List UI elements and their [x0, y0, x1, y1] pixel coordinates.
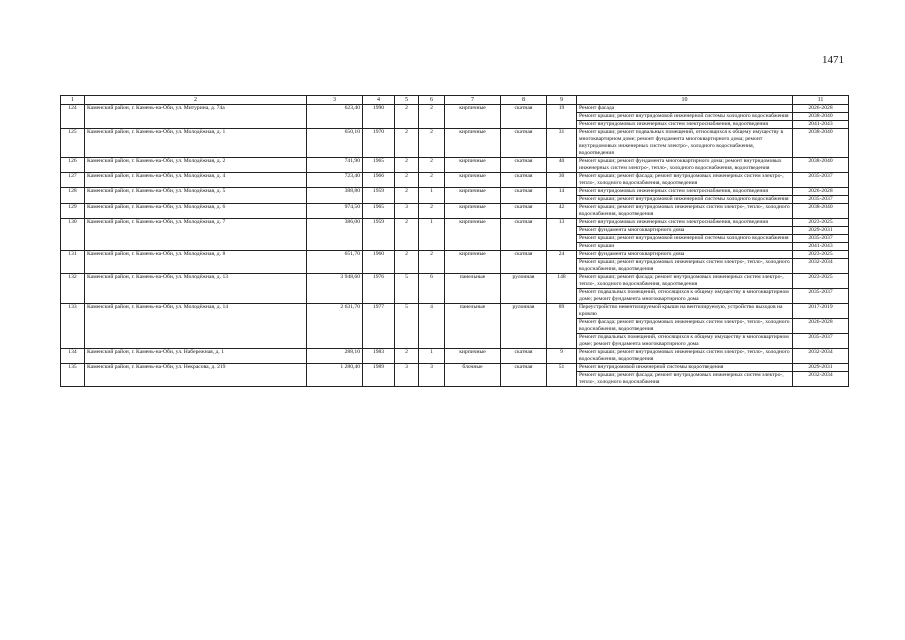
address-cell: Каменский район, г. Камень-на-Оби, ул. Молодёжная, д. 14 — [85, 304, 307, 349]
work-type-cell: Ремонт крыши; ремонт внутридомовых инженерных систем электро-, тепло-, холодного водоснабжения, водоотведения — [577, 204, 793, 219]
table-row — [61, 219, 849, 227]
residents-cell: 24 — [547, 251, 577, 274]
area-cell: 388,80 — [307, 188, 363, 204]
work-type-cell: Ремонт крыши; ремонт фасада; ремонт внутридомовых инженерных систем электро-, тепло-, холодного водоснабжения, водоотведения — [577, 274, 793, 289]
table-row — [61, 204, 849, 219]
roof-type-cell: скатная — [501, 105, 547, 129]
table-row — [61, 173, 849, 188]
residents-cell: 14 — [547, 188, 577, 204]
floors-cell: 3 — [395, 204, 419, 219]
wall-material-cell: кирпичные — [445, 204, 501, 219]
floors-cell: 2 — [395, 219, 419, 251]
work-type-cell: Ремонт крыши; ремонт фундамента многоквартирного дома; ремонт внутридомовых инженерных систем электро-, тепло-, холодного водоснабжения, водоотведения — [577, 158, 793, 173]
wall-material-cell: кирпичные — [445, 251, 501, 274]
floors-cell: 2 — [395, 158, 419, 173]
wall-material-cell: кирпичные — [445, 219, 501, 251]
residents-cell: 9 — [547, 349, 577, 364]
planned-period-cell: 2038-2040 — [793, 113, 849, 121]
year-cell: 1959 — [363, 219, 395, 251]
roof-type-cell: скатная — [501, 158, 547, 173]
address-cell: Каменский район, г. Камень-на-Оби, ул. Молодёжная, д. 13 — [85, 274, 307, 304]
address-cell: Каменский район, г. Камень-на-Оби, ул. Молодёжная, д. 1 — [85, 129, 307, 158]
planned-period-cell: 2032-2034 — [793, 372, 849, 387]
area-cell: 288,10 — [307, 349, 363, 364]
column-number: 4 — [363, 96, 395, 105]
roof-type-cell: скатная — [501, 129, 547, 158]
address-cell: Каменский район, г. Камень-на-Оби, ул. Набережная, д. 1 — [85, 349, 307, 364]
entrances-cell: 1 — [419, 219, 445, 251]
floors-cell: 2 — [395, 173, 419, 188]
row-number-cell: 134 — [61, 349, 85, 364]
area-cell: 723,40 — [307, 173, 363, 188]
wall-material-cell: кирпичные — [445, 349, 501, 364]
entrances-cell: 2 — [419, 129, 445, 158]
column-number: 11 — [793, 96, 849, 105]
floors-cell: 5 — [395, 274, 419, 304]
planned-period-cell: 2035-2037 — [793, 289, 849, 304]
entrances-cell: 2 — [419, 105, 445, 129]
wall-material-cell: кирпичные — [445, 129, 501, 158]
entrances-cell: 1 — [419, 349, 445, 364]
planned-period-cell: 2032-2034 — [793, 349, 849, 364]
year-cell: 1965 — [363, 204, 395, 219]
floors-cell: 2 — [395, 349, 419, 364]
column-number: 9 — [547, 96, 577, 105]
roof-type-cell: скатная — [501, 173, 547, 188]
row-number-cell: 130 — [61, 219, 85, 251]
work-type-cell: Переустройство невентилируемой крыши на вентилируемую, устройство выходов на кровлю — [577, 304, 793, 319]
year-cell: 1990 — [363, 105, 395, 129]
address-cell: Каменский район, г. Камень-на-Оби, ул. Молодёжная, д. 5 — [85, 188, 307, 204]
roof-type-cell: скатная — [501, 364, 547, 387]
planned-period-cell: 2041-2043 — [793, 243, 849, 251]
work-type-cell: Ремонт крыши; ремонт фасада; ремонт внутридомовых инженерных систем электро-, тепло-, холодного водоснабжения, водоотведения — [577, 173, 793, 188]
table-row — [61, 349, 849, 364]
planned-period-cell: 2017-2019 — [793, 304, 849, 319]
wall-material-cell: кирпичные — [445, 173, 501, 188]
work-type-cell: Ремонт крыши; ремонт внутридомовой инженерной системы холодного водоснабжения — [577, 113, 793, 121]
planned-period-cell: 2035-2037 — [793, 334, 849, 349]
table-row — [61, 158, 849, 173]
planned-period-cell: 2035-2037 — [793, 196, 849, 204]
residents-cell: 40 — [547, 158, 577, 173]
entrances-cell: 6 — [419, 274, 445, 304]
roof-type-cell: рулонная — [501, 304, 547, 349]
residents-cell: 42 — [547, 204, 577, 219]
area-cell: 386,00 — [307, 219, 363, 251]
table-row — [61, 105, 849, 113]
work-type-cell: Ремонт фасада; ремонт внутридомовых инженерных систем электро-, тепло-, холодного водоснабжения, водоотведения — [577, 319, 793, 334]
wall-material-cell: кирпичные — [445, 105, 501, 129]
roof-type-cell: скатная — [501, 219, 547, 251]
area-cell: 2 631,70 — [307, 304, 363, 349]
table-row — [61, 304, 849, 319]
planned-period-cell: 2038-2040 — [793, 158, 849, 173]
row-number-cell: 132 — [61, 274, 85, 304]
planned-period-cell: 2029-2031 — [793, 227, 849, 235]
residents-cell: 19 — [547, 105, 577, 129]
year-cell: 1977 — [363, 304, 395, 349]
year-cell: 1959 — [363, 188, 395, 204]
planned-period-cell: 2035-2037 — [793, 235, 849, 243]
residents-cell: 30 — [547, 173, 577, 188]
floors-cell: 2 — [395, 105, 419, 129]
area-cell: 651,70 — [307, 251, 363, 274]
row-number-cell: 126 — [61, 158, 85, 173]
area-cell: 974,50 — [307, 204, 363, 219]
floors-cell: 3 — [395, 364, 419, 387]
row-number-cell: 125 — [61, 129, 85, 158]
work-type-cell: Ремонт крыши; ремонт фасада; ремонт внутридомовых инженерных систем электро-, тепло-, холодного водоснабжения — [577, 372, 793, 387]
table-row — [61, 188, 849, 196]
floors-cell: 2 — [395, 129, 419, 158]
row-number-cell: 133 — [61, 304, 85, 349]
year-cell: 1965 — [363, 158, 395, 173]
planned-period-cell: 2032-2034 — [793, 259, 849, 274]
address-cell: Каменский район, г. Камень-на-Оби, ул. Молодёжная, д. 6 — [85, 204, 307, 219]
row-number-cell: 127 — [61, 173, 85, 188]
entrances-cell: 2 — [419, 173, 445, 188]
wall-material-cell: блочные — [445, 364, 501, 387]
year-cell: 1966 — [363, 173, 395, 188]
year-cell: 1970 — [363, 129, 395, 158]
planned-period-cell: 2023-2025 — [793, 251, 849, 259]
wall-material-cell: кирпичные — [445, 158, 501, 173]
planned-period-cell: 2023-2025 — [793, 274, 849, 289]
floors-cell: 2 — [395, 188, 419, 204]
year-cell: 1989 — [363, 364, 395, 387]
table-row — [61, 364, 849, 372]
column-number: 2 — [85, 96, 307, 105]
planned-period-cell: 2038-2040 — [793, 204, 849, 219]
column-number: 8 — [501, 96, 547, 105]
roof-type-cell: рулонная — [501, 274, 547, 304]
work-type-cell: Ремонт крыши; ремонт внутридомовых инженерных систем электро-, тепло-, холодного водоснабжения, водоотведения — [577, 259, 793, 274]
work-type-cell: Ремонт крыши; ремонт внутридомовой инженерной системы холодного водоснабжения — [577, 235, 793, 243]
area-cell: 741,90 — [307, 158, 363, 173]
planned-period-cell: 2026-2028 — [793, 188, 849, 196]
wall-material-cell: панельные — [445, 304, 501, 349]
area-cell: 650,10 — [307, 129, 363, 158]
capital-repair-table — [60, 95, 849, 387]
residents-cell: 31 — [547, 129, 577, 158]
entrances-cell: 2 — [419, 251, 445, 274]
work-type-cell: Ремонт крыши; ремонт подвальных помещений, относящихся к общему имуществу в многоквартирном доме; ремонт фундамента многоквартирного дома; ремонт внутридомовых инженерных систем электро-, холодного водоснабжения, водоотведения — [577, 129, 793, 158]
entrances-cell: 4 — [419, 304, 445, 349]
area-cell: 3 948,60 — [307, 274, 363, 304]
entrances-cell: 2 — [419, 204, 445, 219]
work-type-cell: Ремонт фасада — [577, 105, 793, 113]
roof-type-cell: скатная — [501, 204, 547, 219]
work-type-cell: Ремонт крыши — [577, 243, 793, 251]
work-type-cell: Ремонт фундамента многоквартирного дома — [577, 227, 793, 235]
table-row — [61, 129, 849, 158]
wall-material-cell: панельные — [445, 274, 501, 304]
residents-cell: 13 — [547, 219, 577, 251]
column-number: 6 — [419, 96, 445, 105]
planned-period-cell: 2029-2031 — [793, 364, 849, 372]
planned-period-cell: 2038-2040 — [793, 129, 849, 158]
row-number-cell: 129 — [61, 204, 85, 219]
table-body — [61, 96, 849, 387]
address-cell: Каменский район, г. Камень-на-Оби, ул. Молодёжная, д. 8 — [85, 251, 307, 274]
planned-period-cell: 2041-2043 — [793, 121, 849, 129]
work-type-cell: Ремонт внутридомовых инженерных систем электроснабжения, водоотведения — [577, 121, 793, 129]
year-cell: 1960 — [363, 251, 395, 274]
year-cell: 1983 — [363, 349, 395, 364]
address-cell: Каменский район, г. Камень-на-Оби, ул. Молодёжная, д. 7 — [85, 219, 307, 251]
table-row — [61, 251, 849, 259]
area-cell: 623,40 — [307, 105, 363, 129]
row-number-cell: 124 — [61, 105, 85, 129]
address-cell: Каменский район, г. Камень-на-Оби, ул. Митурина, д. 74а — [85, 105, 307, 129]
entrances-cell: 3 — [419, 364, 445, 387]
address-cell: Каменский район, г. Камень-на-Оби, ул. Некрасова, д. 219 — [85, 364, 307, 387]
planned-period-cell: 2026-2028 — [793, 319, 849, 334]
planned-period-cell: 2035-2037 — [793, 173, 849, 188]
column-number-row — [61, 96, 849, 105]
entrances-cell: 2 — [419, 158, 445, 173]
residents-cell: 51 — [547, 364, 577, 387]
column-number: 10 — [577, 96, 793, 105]
work-type-cell: Ремонт крыши; ремонт внутридомовых инженерных систем электро-, тепло-, холодного водоснабжения, водоотведения — [577, 349, 793, 364]
roof-type-cell: скатная — [501, 349, 547, 364]
work-type-cell: Ремонт внутридомовых инженерных систем электроснабжения, водоотведения — [577, 219, 793, 227]
row-number-cell: 131 — [61, 251, 85, 274]
work-type-cell: Ремонт подвальных помещений, относящихся к общему имуществу в многоквартирном доме; ремонт фундамента многоквартирного дома — [577, 289, 793, 304]
roof-type-cell: скатная — [501, 188, 547, 204]
column-number: 7 — [445, 96, 501, 105]
address-cell: Каменский район, г. Камень-на-Оби, ул. Молодёжная, д. 4 — [85, 173, 307, 188]
address-cell: Каменский район, г. Камень-на-Оби, ул. Молодёжная, д. 2 — [85, 158, 307, 173]
table-row — [61, 274, 849, 289]
column-number: 1 — [61, 96, 85, 105]
work-type-cell: Ремонт фундамента многоквартирного дома — [577, 251, 793, 259]
work-type-cell: Ремонт внутридомовой инженерной системы водоотведения — [577, 364, 793, 372]
column-number: 3 — [307, 96, 363, 105]
floors-cell: 2 — [395, 251, 419, 274]
residents-cell: 148 — [547, 274, 577, 304]
work-type-cell: Ремонт крыши; ремонт внутридомовой инженерной системы холодного водоснабжения — [577, 196, 793, 204]
work-type-cell: Ремонт подвальных помещений, относящихся к общему имуществу в многоквартирном доме; ремонт фундамента многоквартирного дома — [577, 334, 793, 349]
roof-type-cell: скатная — [501, 251, 547, 274]
area-cell: 1 280,40 — [307, 364, 363, 387]
year-cell: 1976 — [363, 274, 395, 304]
residents-cell: 89 — [547, 304, 577, 349]
page-number: 1471 — [822, 54, 844, 66]
planned-period-cell: 2023-2025 — [793, 219, 849, 227]
floors-cell: 5 — [395, 304, 419, 349]
planned-period-cell: 2026-2028 — [793, 105, 849, 113]
entrances-cell: 1 — [419, 188, 445, 204]
column-number: 5 — [395, 96, 419, 105]
wall-material-cell: кирпичные — [445, 188, 501, 204]
work-type-cell: Ремонт внутридомовых инженерных систем электроснабжения, водоотведения — [577, 188, 793, 196]
row-number-cell: 128 — [61, 188, 85, 204]
row-number-cell: 135 — [61, 364, 85, 387]
